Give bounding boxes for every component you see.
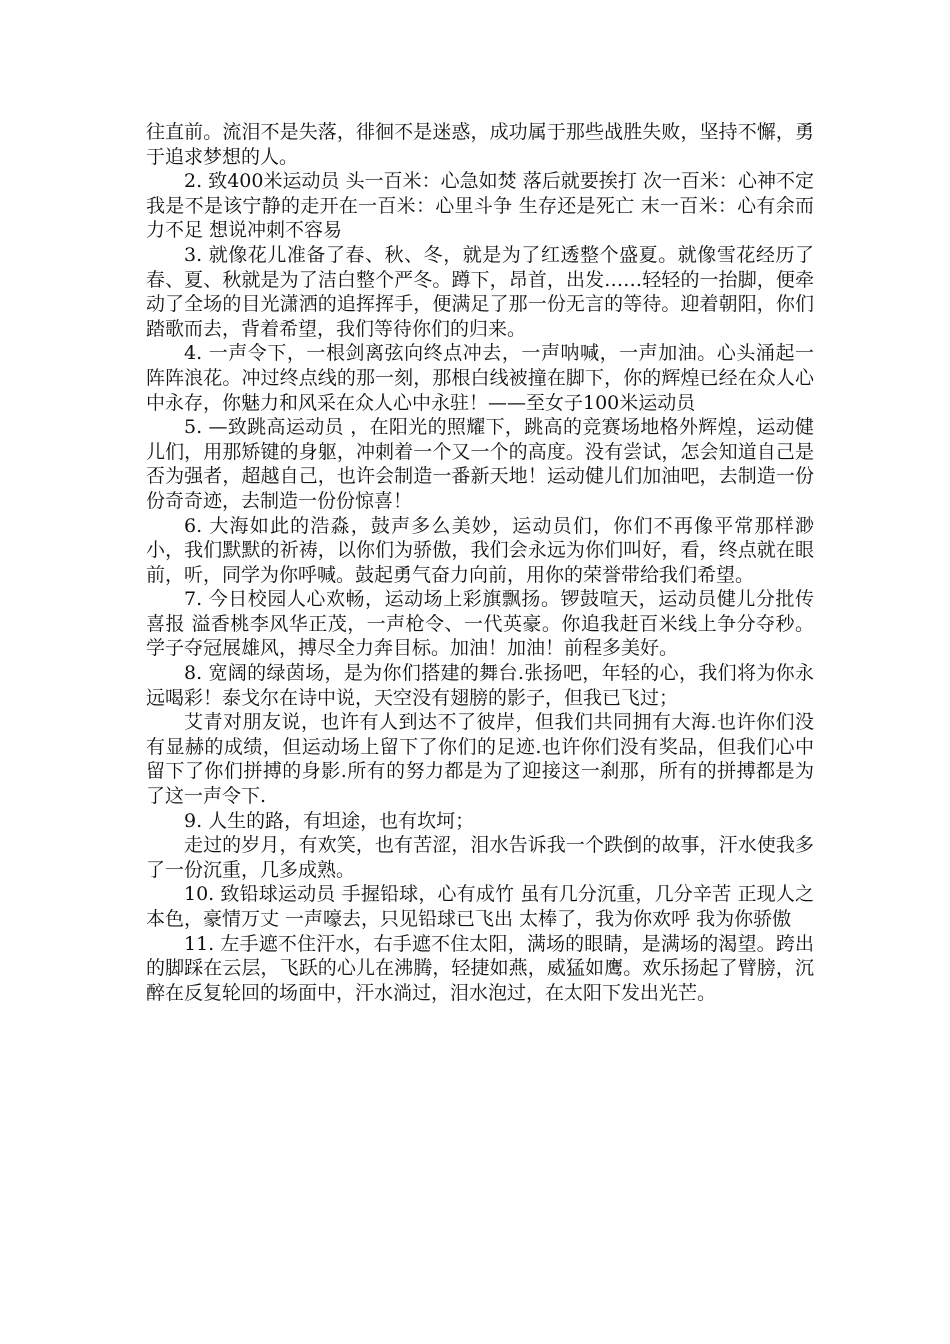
paragraph-item-8: 8. 宽阔的绿茵场，是为你们搭建的舞台.张扬吧，年轻的心，我们将为你永远喝彩！泰戈尔在诗中说，天空没有翅膀的影子，但我已飞过； bbox=[146, 662, 814, 709]
paragraph-item-11: 11. 左手遮不住汗水，右手遮不住太阳，满场的眼睛，是满场的渴望。跨出的脚踩在云层，飞跃的心儿在沸腾，轻捷如燕，威猛如鹰。欢乐扬起了臂膀，沉醉在反复轮回的场面中，汗水淌过，泪水泡过，在太阳下发出光芒。 bbox=[146, 932, 814, 1004]
document-page bbox=[146, 120, 821, 1005]
paragraph-item-9: 9. 人生的路，有坦途，也有坎坷； bbox=[184, 809, 475, 832]
paragraph-item-10: 10. 致铅球运动员 手握铅球，心有成竹 虽有几分沉重，几分辛苦 正现人之本色，豪情万丈 一声嚎去，只见铅球已飞出 太棒了，我为你欢呼 我为你骄傲 bbox=[146, 883, 814, 930]
paragraph-continued: 往直前。流泪不是失落，徘徊不是迷惑，成功属于那些战胜失败，坚持不懈，勇于追求梦想的人。 bbox=[146, 121, 814, 168]
paragraph-item-5: 5. —致跳高运动员 ，在阳光的照耀下，跳高的竞赛场地格外辉煌，运动健儿们，用那矫键的身躯，冲刺着一个又一个的高度。没有尝试，怎会知道自己是否为强者，超越自己，也许会制造一番新天地！运动健儿们加油吧，去制造一份份奇奇迹，去制造一份份惊喜！ bbox=[146, 416, 814, 512]
paragraph-item-6: 6. 大海如此的浩淼，鼓声多么美妙，运动员们，你们不再像平常那样渺小，我们默默的祈祷，以你们为骄傲，我们会永远为你们叫好，看，终点就在眼前，听，同学为你呼喊。鼓起勇气奋力向前，用你的荣誉带给我们希望。 bbox=[146, 514, 814, 586]
paragraph-item-8-continued: 艾青对朋友说，也许有人到达不了彼岸，但我们共同拥有大海.也许你们没有显赫的成绩，但运动场上留下了你们的足迹.也许你们没有奖品，但我们心中留下了你们拼搏的身影.所有的努力都是为了迎接这一刹那，所有的拼搏都是为了这一声令下. bbox=[146, 711, 814, 808]
paragraph-item-2: 2. 致400米运动员 头一百米：心急如焚 落后就要挨打 次一百米：心神不定 我是不是该宁静的走开在一百米：心里斗争 生存还是死亡 末一百米：心有余而力不足 想说冲刺不容易 bbox=[146, 170, 821, 242]
paragraph-item-7: 7. 今日校园人心欢畅，运动场上彩旗飘扬。锣鼓喧天，运动员健儿分批传喜报 溢香桃李风华正茂，一声枪令、一代英豪。你追我赶百米线上争分夺秒。学子夺冠展雄风，搏尽全力奔目标。加油！加油！前程多美好。 bbox=[146, 588, 814, 660]
paragraph-item-9-continued: 走过的岁月，有欢笑，也有苦涩，泪水告诉我一个跌倒的故事，汗水使我多了一份沉重，几多成熟。 bbox=[146, 834, 814, 881]
paragraph-item-4: 4. 一声令下，一根剑离弦向终点冲去，一声呐喊，一声加油。心头涌起一阵阵浪花。冲过终点线的那一刻，那根白线被撞在脚下，你的辉煌已经在众人心中永存，你魅力和风采在众人心中永驻！——至女子100米运动员 bbox=[146, 342, 814, 414]
paragraph-item-3: 3. 就像花儿准备了春、秋、冬，就是为了红透整个盛夏。就像雪花经历了春、夏、秋就是为了洁白整个严冬。蹲下，昂首，出发……轻轻的一抬脚，便牵动了全场的目光潇洒的追挥挥手，便满足了那一份无言的等待。迎着朝阳，你们踏歌而去，背着希望，我们等待你们的归来。 bbox=[146, 243, 814, 340]
